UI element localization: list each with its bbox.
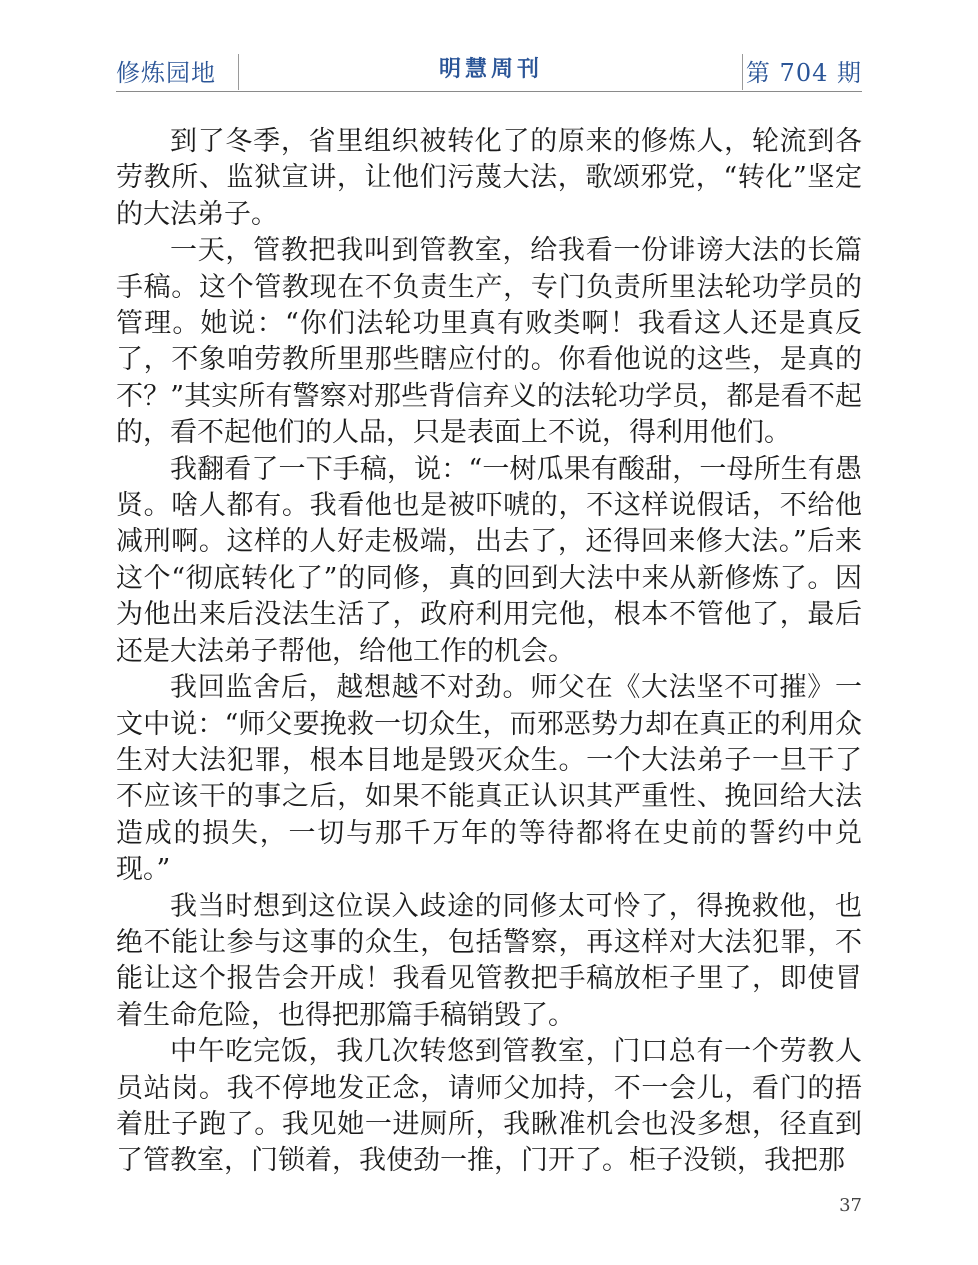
header-divider-left	[238, 54, 239, 90]
page-number: 37	[839, 1195, 862, 1216]
paragraph: 到了冬季，省里组织被转化了的原来的修炼人，轮流到各劳教所、监狱宣讲，让他们污蔑大法，歌颂邪党，“转化”坚定的大法弟子。	[116, 126, 862, 230]
header-rule	[116, 91, 862, 92]
paragraph: 我翻看了一下手稿，说：“一树瓜果有酸甜，一母所生有愚贤。啥人都有。我看他也是被吓唬的，不这样说假话，不给他减刑啊。这样的人好走极端，出去了，还得回来修大法。”后来这个“彻底转化了”的同修，真的回到大法中来从新修炼了。因为他出来后没法生活了，政府利用完他，根本不管他了，最后还是大法弟子帮他，给他工作的机会。	[116, 453, 862, 667]
paragraph: 我当时想到这位误入歧途的同修太可怜了，得挽救他，也绝不能让参与这事的众生，包括警察，再这样对大法犯罪，不能让这个报告会开成！我看见管教把手稿放柜子里了，即使冒着生命危险，也得把那篇手稿销毁了。	[116, 890, 862, 1031]
header-divider-right	[742, 54, 743, 90]
issue-number: 第 704 期	[745, 59, 862, 87]
paragraph: 一天，管教把我叫到管教室，给我看一份诽谤大法的长篇手稿。这个管教现在不负责生产，专门负责所里法轮功学员的管理。她说：“你们法轮功里真有败类啊！我看这人还是真反了，不象咱劳教所里那些瞎应付的。你看他说的这些，是真的不？”其实所有警察对那些背信弃义的法轮功学员，都是看不起的，看不起他们的人品，只是表面上不说，得利用他们。	[116, 235, 862, 449]
paragraph: 中午吃完饭，我几次转悠到管教室，门口总有一个劳教人员站岗。我不停地发正念，请师父加持，不一会儿，看门的捂着肚子跑了。我见她一进厕所，我瞅准机会也没多想，径直到了管教室，门锁着，我使劲一推，门开了。柜子没锁，我把那	[116, 1036, 862, 1177]
paragraph: 我回监舍后，越想越不对劲。师父在《大法坚不可摧》一文中说：“师父要挽救一切众生，而邪恶势力却在真正的利用众生对大法犯罪，根本目地是毁灭众生。一个大法弟子一旦干了不应该干的事之后，如果不能真正认识其严重性、挽回给大法造成的损失，一切与那千万年的等待都将在史前的誓约中兑现。”	[116, 672, 862, 886]
section-name: 修炼园地	[116, 59, 216, 87]
running-header	[116, 48, 862, 90]
article-body	[116, 124, 862, 1180]
publication-title: 明慧周刊	[438, 57, 543, 82]
